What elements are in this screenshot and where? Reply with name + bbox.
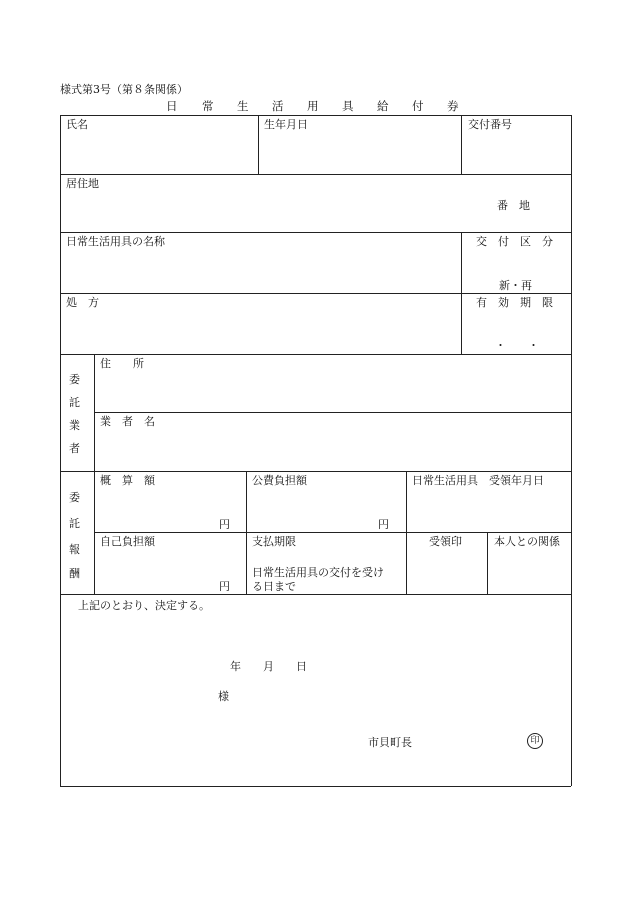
relationship-label: 本人との関係 bbox=[494, 535, 560, 548]
estimated-yen-unit: 円 bbox=[219, 518, 230, 531]
payment-note-line2: る日まで bbox=[252, 580, 296, 593]
title-char: 生 bbox=[237, 99, 249, 113]
title-char: 券 bbox=[447, 99, 459, 113]
table-rule bbox=[461, 115, 462, 174]
payment-period-label: 支払期限 bbox=[252, 535, 296, 548]
table-rule bbox=[94, 412, 571, 413]
banchi-label: 番 地 bbox=[497, 199, 530, 212]
table-rule bbox=[60, 471, 571, 472]
table-rule bbox=[60, 115, 571, 116]
table-rule bbox=[246, 471, 247, 594]
title-char: 日 bbox=[166, 99, 178, 113]
side-char: 委 bbox=[69, 491, 80, 504]
prescription-label: 処 方 bbox=[66, 296, 99, 309]
new-or-renewal-label: 新・再 bbox=[499, 279, 532, 292]
table-rule bbox=[94, 532, 571, 533]
title-char: 具 bbox=[342, 99, 354, 113]
mayor-label: 市貝町長 bbox=[368, 736, 412, 749]
receipt-seal-label: 受領印 bbox=[429, 535, 462, 548]
side-char: 報 bbox=[69, 543, 80, 556]
recipient-sama: 様 bbox=[218, 690, 229, 703]
self-burden-label: 自己負担額 bbox=[100, 535, 155, 548]
title-char: 給 bbox=[377, 99, 389, 113]
table-rule bbox=[60, 174, 571, 175]
table-rule bbox=[60, 293, 571, 294]
side-char: 業 bbox=[69, 419, 80, 432]
birth-date-label: 生年月日 bbox=[264, 118, 308, 131]
table-rule bbox=[461, 232, 462, 354]
company-name-label: 業 者 名 bbox=[100, 415, 155, 428]
side-char: 託 bbox=[69, 396, 80, 409]
public-yen-unit: 円 bbox=[378, 518, 389, 531]
title-char: 用 bbox=[307, 99, 319, 113]
table-rule bbox=[60, 786, 571, 787]
table-rule bbox=[60, 594, 571, 595]
table-rule bbox=[60, 115, 61, 786]
name-label: 氏名 bbox=[66, 118, 88, 131]
side-char: 酬 bbox=[69, 567, 80, 580]
side-char: 委 bbox=[69, 373, 80, 386]
title-char: 付 bbox=[412, 99, 424, 113]
table-rule bbox=[487, 532, 488, 594]
self-yen-unit: 円 bbox=[219, 580, 230, 593]
issue-number-label: 交付番号 bbox=[468, 118, 512, 131]
valid-period-dots: ・ ・ bbox=[495, 339, 539, 352]
table-rule bbox=[60, 232, 571, 233]
public-burden-label: 公費負担額 bbox=[252, 474, 307, 487]
contractor-address-label: 住 所 bbox=[100, 357, 144, 370]
issue-category-label: 交 付 区 分 bbox=[476, 235, 553, 248]
table-rule bbox=[258, 115, 259, 174]
title-char: 活 bbox=[272, 99, 284, 113]
address-label: 居住地 bbox=[66, 177, 99, 190]
valid-period-label: 有 効 期 限 bbox=[476, 296, 553, 309]
form-number: 様式第3号（第８条関係） bbox=[60, 83, 188, 96]
side-char: 託 bbox=[69, 517, 80, 530]
table-rule bbox=[406, 471, 407, 594]
official-seal-icon: 印 bbox=[527, 733, 543, 749]
item-name-label: 日常生活用具の名称 bbox=[66, 235, 165, 248]
estimated-amount-label: 概 算 額 bbox=[100, 474, 155, 487]
table-rule bbox=[60, 354, 571, 355]
title-char: 常 bbox=[202, 99, 214, 113]
table-rule bbox=[571, 115, 572, 786]
side-char: 者 bbox=[69, 442, 80, 455]
date-line: 年 月 日 bbox=[230, 660, 307, 673]
table-rule bbox=[94, 354, 95, 594]
payment-note-line1: 日常生活用具の交付を受け bbox=[252, 566, 384, 579]
decision-text: 上記のとおり、決定する。 bbox=[78, 599, 210, 612]
receipt-date-label: 日常生活用具 受領年月日 bbox=[412, 474, 544, 487]
